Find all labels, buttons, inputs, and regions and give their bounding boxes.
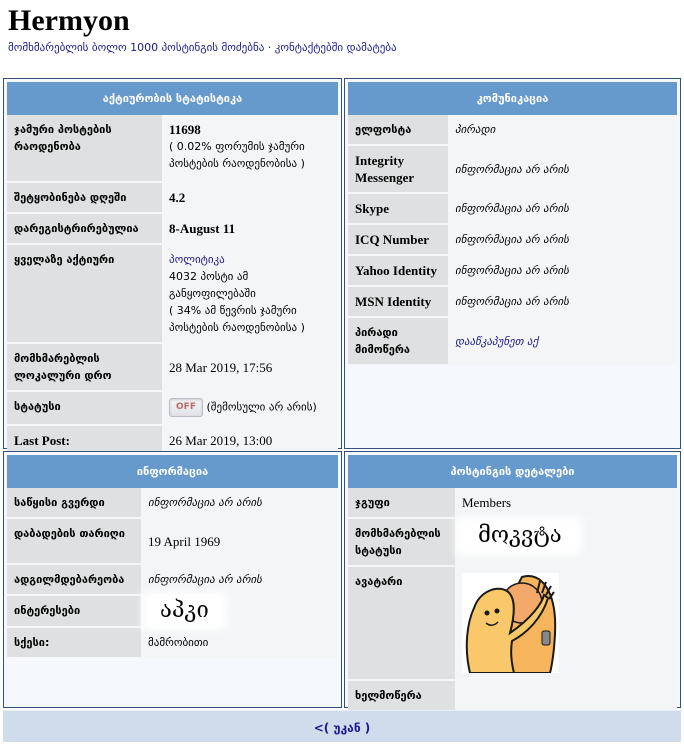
communication-table: [348, 115, 677, 366]
birthday-label: დაბადების თარიღი: [7, 518, 141, 564]
integrity-messenger-value: ინფორმაცია არ არის: [448, 145, 677, 193]
activity-table: [7, 115, 338, 457]
send-private-message-link[interactable]: დააწკაპუნეთ აქ: [455, 334, 539, 348]
table-row: [348, 286, 677, 317]
interests-value: აპკი: [148, 598, 221, 624]
registered-label: დარეგისტრირებულია: [7, 213, 162, 244]
private-message-label: პირადი მიმოწერა: [348, 317, 448, 365]
table-row: [7, 244, 338, 343]
panel-header: ინფორმაცია: [7, 455, 338, 488]
table-row: [348, 145, 677, 193]
table-row: [7, 391, 338, 425]
back-link[interactable]: <( უკან ): [313, 721, 371, 735]
table-row: [7, 343, 338, 391]
gender-label: სქესი:: [7, 627, 141, 658]
table-row: [7, 595, 338, 627]
panel-header: აქტიურობის სტატისტიკა: [7, 82, 338, 115]
signature-value: [455, 680, 677, 711]
most-active-note: ( 34% ამ წევრის ჯამური პოსტების რაოდენობისა ): [169, 304, 305, 334]
posting-table: [348, 488, 677, 712]
table-row: [7, 518, 338, 564]
separator: ·: [264, 41, 275, 54]
avatar: [462, 573, 559, 673]
back-bar: [3, 710, 681, 742]
panel-header: პოსტინგის დეტალები: [348, 455, 677, 488]
most-active-label: ყველაზე აქტიური: [7, 244, 162, 343]
table-row: [348, 680, 677, 711]
status-text: (შემოსული არ არის): [206, 400, 317, 414]
add-to-contacts-link[interactable]: კონტაქტებში დამატება: [274, 41, 397, 54]
last-post-label: Last Post:: [7, 425, 162, 456]
table-row: [7, 213, 338, 244]
signature-label: ხელმოწერა: [348, 680, 455, 711]
skype-value: ინფორმაცია არ არის: [448, 193, 677, 224]
member-title-value: მოკვტა: [462, 523, 576, 549]
total-posts-label: ჯამური პოსტების რაოდენობა: [7, 115, 162, 182]
search-last-posts-link[interactable]: მომხმარებლის ბოლო 1000 პოსტინგის მოძებნა: [8, 41, 265, 54]
email-label: ელფოსტა: [348, 115, 448, 145]
table-row: [348, 317, 677, 365]
yahoo-label: Yahoo Identity: [348, 255, 448, 286]
profile-actions: [8, 41, 397, 54]
activity-stats-panel: [3, 78, 342, 449]
msn-value: ინფორმაცია არ არის: [448, 286, 677, 317]
local-time-value: 28 Mar 2019, 17:56: [162, 343, 338, 391]
local-time-label: მომხმარებლის ლოკალური დრო: [7, 343, 162, 391]
table-row: [7, 564, 338, 595]
avatar-label: ავატარი: [348, 566, 455, 680]
information-panel: [3, 451, 342, 708]
information-table: [7, 488, 338, 659]
yahoo-value: ინფორმაცია არ არის: [448, 255, 677, 286]
most-active-forum-link[interactable]: პოლიტიკა: [169, 253, 225, 266]
birthday-value: 19 April 1969: [141, 518, 338, 564]
table-row: [7, 182, 338, 213]
page-title: Hermyon: [8, 4, 130, 37]
table-row: [7, 115, 338, 182]
panel-header: კომუნიკაცია: [348, 82, 677, 115]
posts-per-day-value: 4.2: [162, 182, 338, 213]
group-value: Members: [455, 488, 677, 518]
communication-panel: [344, 78, 681, 449]
status-label: სტატუსი: [7, 391, 162, 425]
icq-value: ინფორმაცია არ არის: [448, 224, 677, 255]
msn-label: MSN Identity: [348, 286, 448, 317]
table-row: [348, 518, 677, 566]
table-row: [7, 488, 338, 518]
most-active-count: 4032 პოსტი ამ განყოფილებაში: [169, 270, 256, 300]
skype-label: Skype: [348, 193, 448, 224]
offline-status-badge: OFF: [169, 398, 203, 417]
location-value: ინფორმაცია არ არის: [141, 564, 338, 595]
table-row: [348, 115, 677, 145]
total-posts-note: ( 0.02% ფორუმის ჯამური პოსტების რაოდენობისა ): [169, 140, 305, 170]
table-row: [7, 627, 338, 658]
last-post-value: 26 Mar 2019, 13:00: [162, 425, 338, 456]
total-posts-value: 11698: [169, 122, 201, 137]
registered-value: 8-August 11: [162, 213, 338, 244]
group-label: ჯგუფი: [348, 488, 455, 518]
interests-label: ინტერესები: [7, 595, 141, 627]
gender-value: მამრობითი: [141, 627, 338, 658]
avatar-image: [462, 573, 559, 673]
icq-label: ICQ Number: [348, 224, 448, 255]
location-label: ადგილმდებარეობა: [7, 564, 141, 595]
member-title-label: მომხმარებლის სტატუსი: [348, 518, 455, 566]
homepage-label: საწყისი გვერდი: [7, 488, 141, 518]
table-row: [348, 193, 677, 224]
table-row: [348, 566, 677, 680]
table-row: [348, 224, 677, 255]
posts-per-day-label: შეტყობინება დღეში: [7, 182, 162, 213]
posting-details-panel: [344, 451, 681, 708]
table-row: [348, 255, 677, 286]
email-value: პირადი: [448, 115, 677, 145]
integrity-messenger-label: Integrity Messenger: [348, 145, 448, 193]
table-row: [348, 488, 677, 518]
homepage-value: ინფორმაცია არ არის: [141, 488, 338, 518]
